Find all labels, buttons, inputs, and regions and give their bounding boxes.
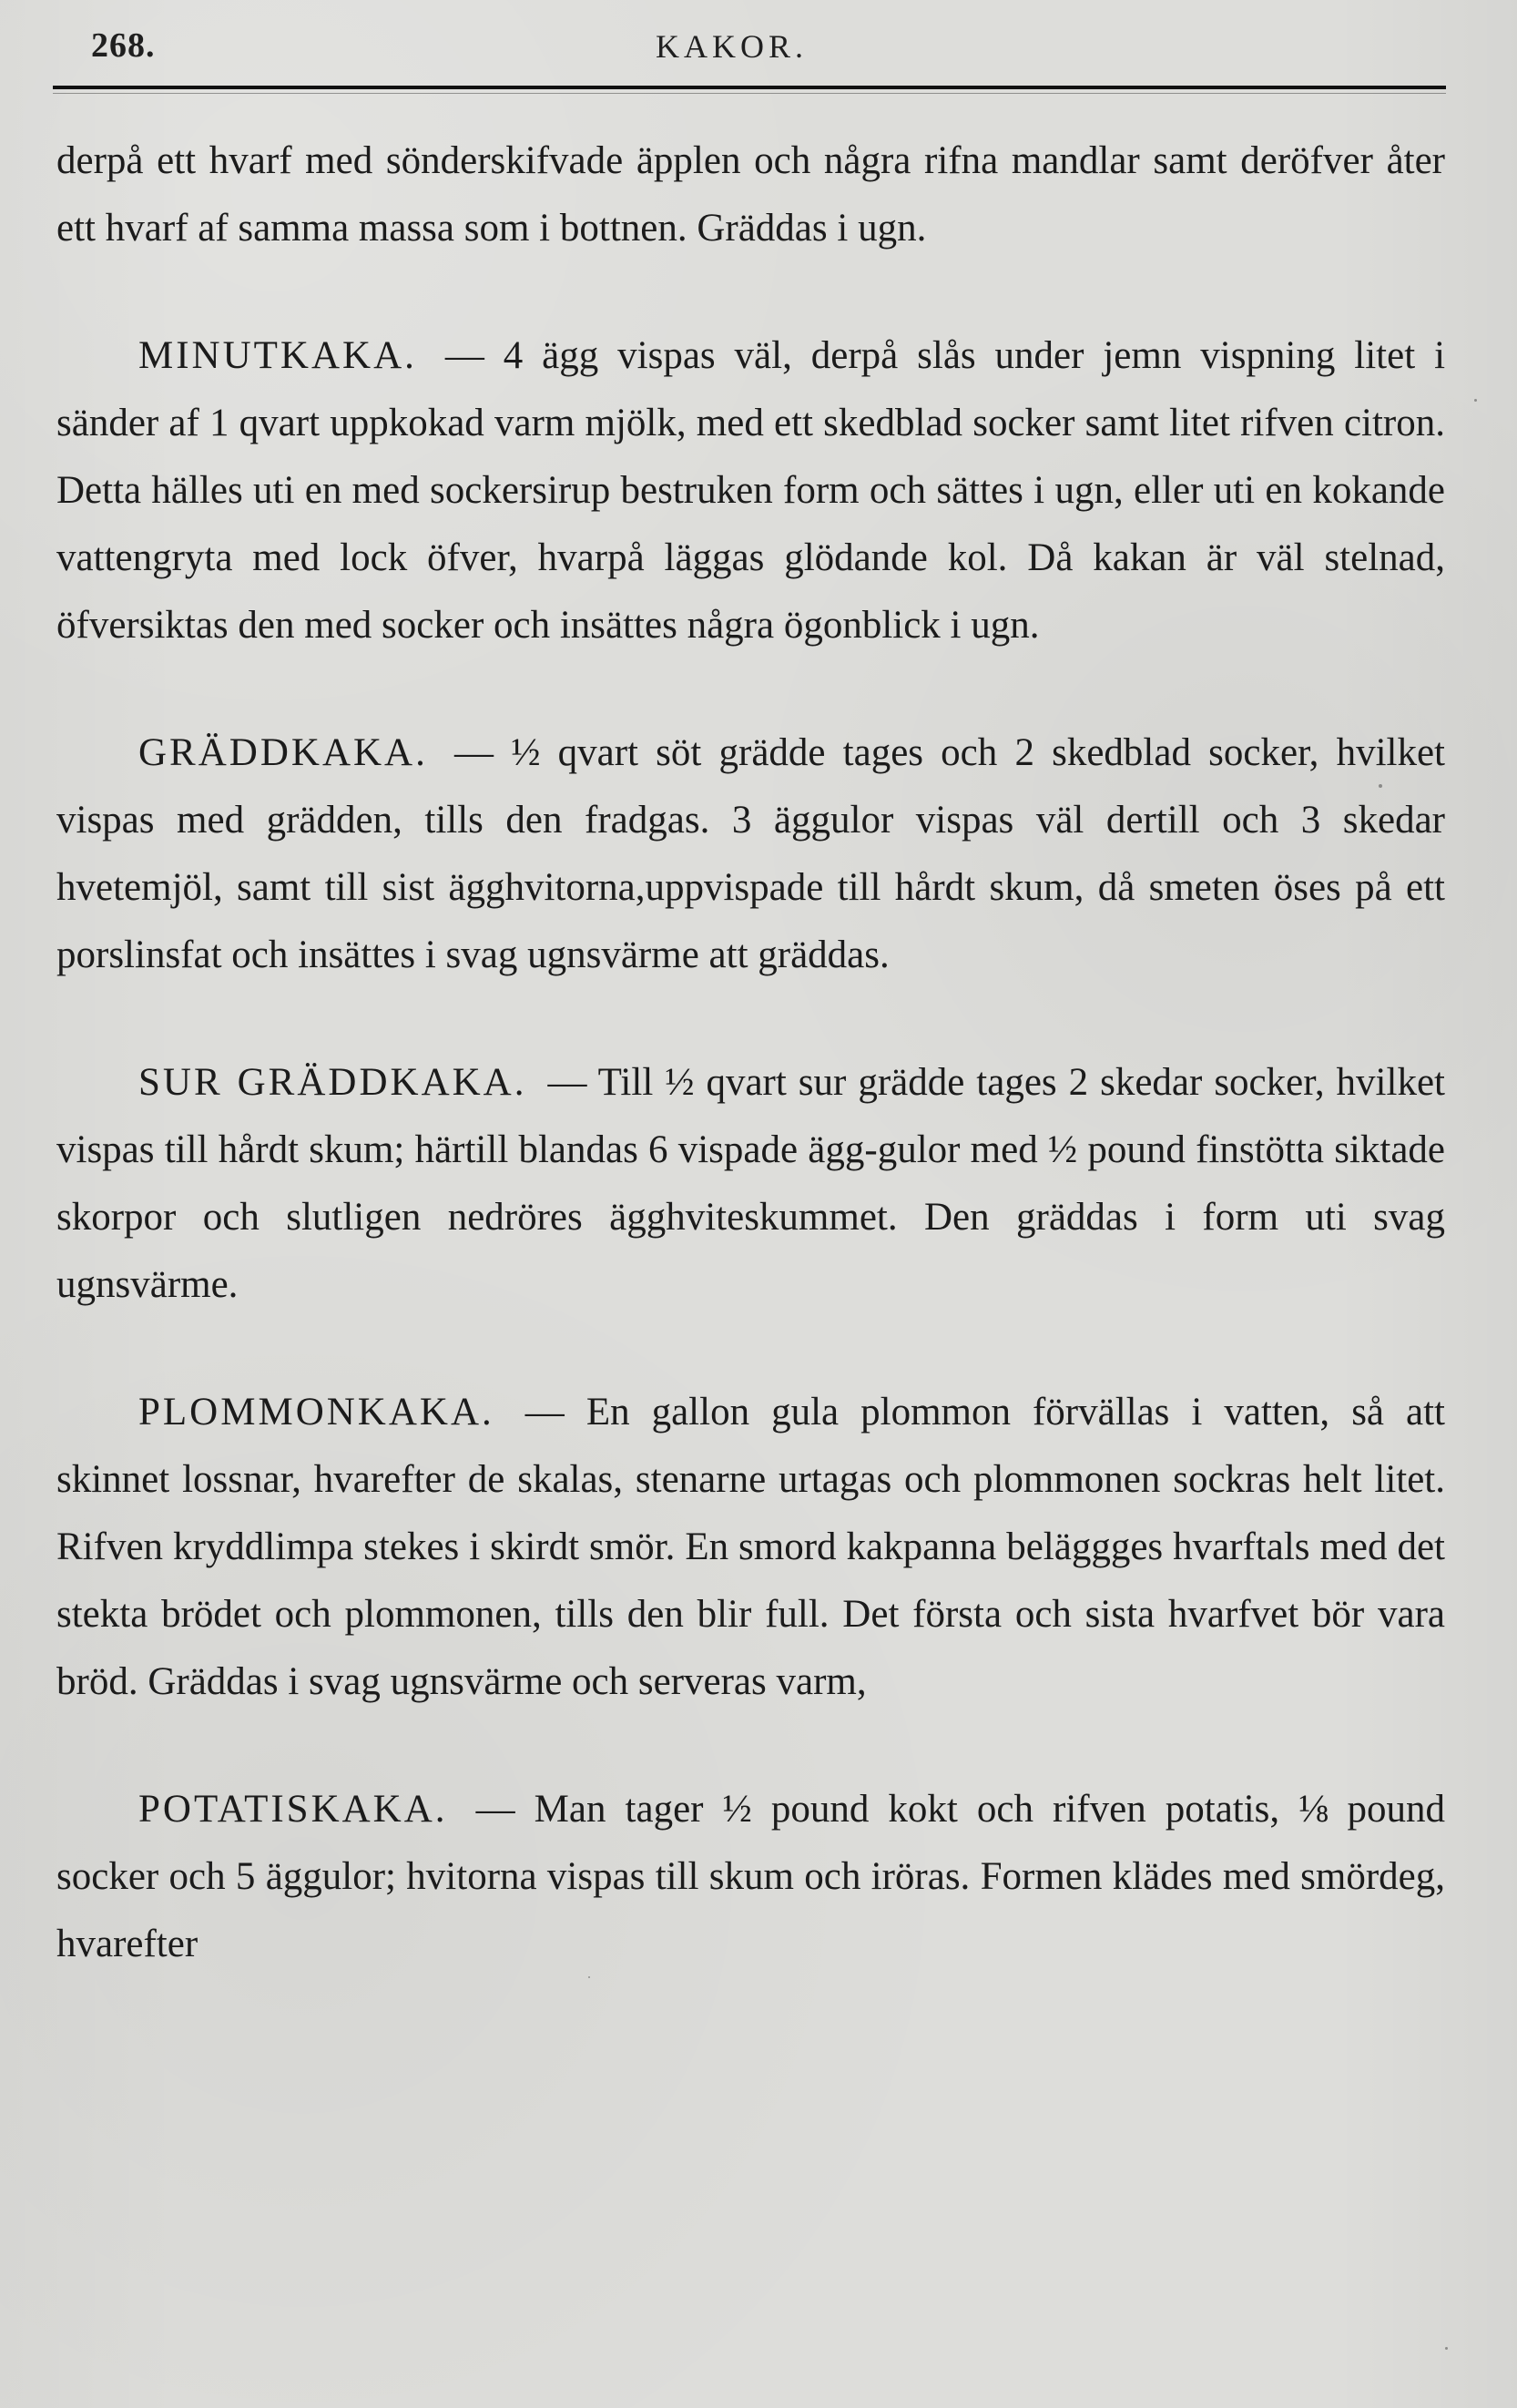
continued-paragraph	[56, 128, 1445, 262]
recipe-text	[56, 128, 1445, 1978]
recipe-heading: PLOMMONKAKA.	[138, 1391, 494, 1434]
paper-speck	[1474, 399, 1477, 402]
recipe-separator: —	[444, 334, 484, 377]
running-head: KAKOR.	[656, 28, 809, 65]
paper-speck	[1445, 2347, 1448, 2350]
recipe-potatiskaka	[56, 1776, 1445, 1978]
recipe-graddkaka	[56, 719, 1445, 989]
continued-paragraph-text: derpå ett hvarf med sönderskifvade äpplen och några rifna mandlar samt deröfver åter ett hvarf af samma massa som i bottnen. Gräddas i ugn.	[56, 139, 1445, 250]
recipe-body: 4 ägg vispas väl, derpå slås under jemn vispning litet i sänder af 1 qvart uppkokad varm mjölk, med ett skedblad socker samt litet rifven citron. Detta hälles uti en med sockersirup bestruken form och sättes i ugn, eller uti en kokande vattengryta med lock öfver, hvarpå läggas glödande kol. Då kakan är väl stelnad, öfversiktas den med socker och insättes några ögonblick i ugn.	[56, 334, 1446, 647]
recipe-heading: GRÄDDKAKA.	[138, 731, 428, 774]
recipe-separator: —	[454, 731, 494, 774]
recipe-sur-graddkaka	[56, 1049, 1445, 1319]
recipe-separator: —	[524, 1391, 565, 1434]
recipe-body: Till ½ qvart sur grädde tages 2 skedar socker, hvilket vispas till hårdt skum; härtill blandas 6 vispade ägg-gulor med ½ pound finstötta siktade skorpor och slutligen nedröres ägghviteskummet. Den gräddas i form uti svag ugnsvärme.	[56, 1061, 1445, 1306]
page-number: 268.	[91, 26, 156, 65]
page-header	[55, 26, 1446, 80]
recipe-plommonkaka	[56, 1379, 1445, 1716]
recipe-body: En gallon gula plommon förvällas i vatten, så att skinnet lossnar, hvarefter de skalas, stenarne urtagas och plommonen sockras helt litet. Rifven kryddlimpa stekes i skirdt smör. En smord kakpanna beläggges hvarftals med det stekta brödet och plommonen, tills den blir full. Det första och sista hvarfvet bör vara bröd. Gräddas i svag ugnsvärme och serveras varm,	[56, 1391, 1446, 1703]
recipe-separator: —	[475, 1788, 515, 1831]
header-rule	[53, 86, 1446, 89]
recipe-body: ½ qvart söt grädde tages och 2 skedblad socker, hvilket vispas med grädden, tills den fradgas. 3 äggulor vispas väl dertill och 3 skedar hvetemjöl, samt till sist ägghvitorna,uppvispade till hårdt skum, då smeten öses på ett porslinsfat och insättes i svag ugnsvärme att gräddas.	[56, 731, 1445, 976]
recipe-body: Man tager ½ pound kokt och rifven potatis, ⅛ pound socker och 5 äggulor; hvitorna vispas till skum och iröras. Formen klädes med smördeg, hvarefter	[56, 1788, 1446, 1965]
recipe-minutkaka	[56, 322, 1445, 659]
paper-speck	[1379, 784, 1382, 788]
recipe-heading: POTATISKAKA.	[138, 1788, 448, 1831]
paper-speck	[588, 1976, 590, 1978]
recipe-heading: MINUTKAKA.	[138, 334, 417, 377]
recipe-separator: —	[547, 1061, 587, 1104]
recipe-heading: SUR GRÄDDKAKA.	[138, 1061, 527, 1104]
